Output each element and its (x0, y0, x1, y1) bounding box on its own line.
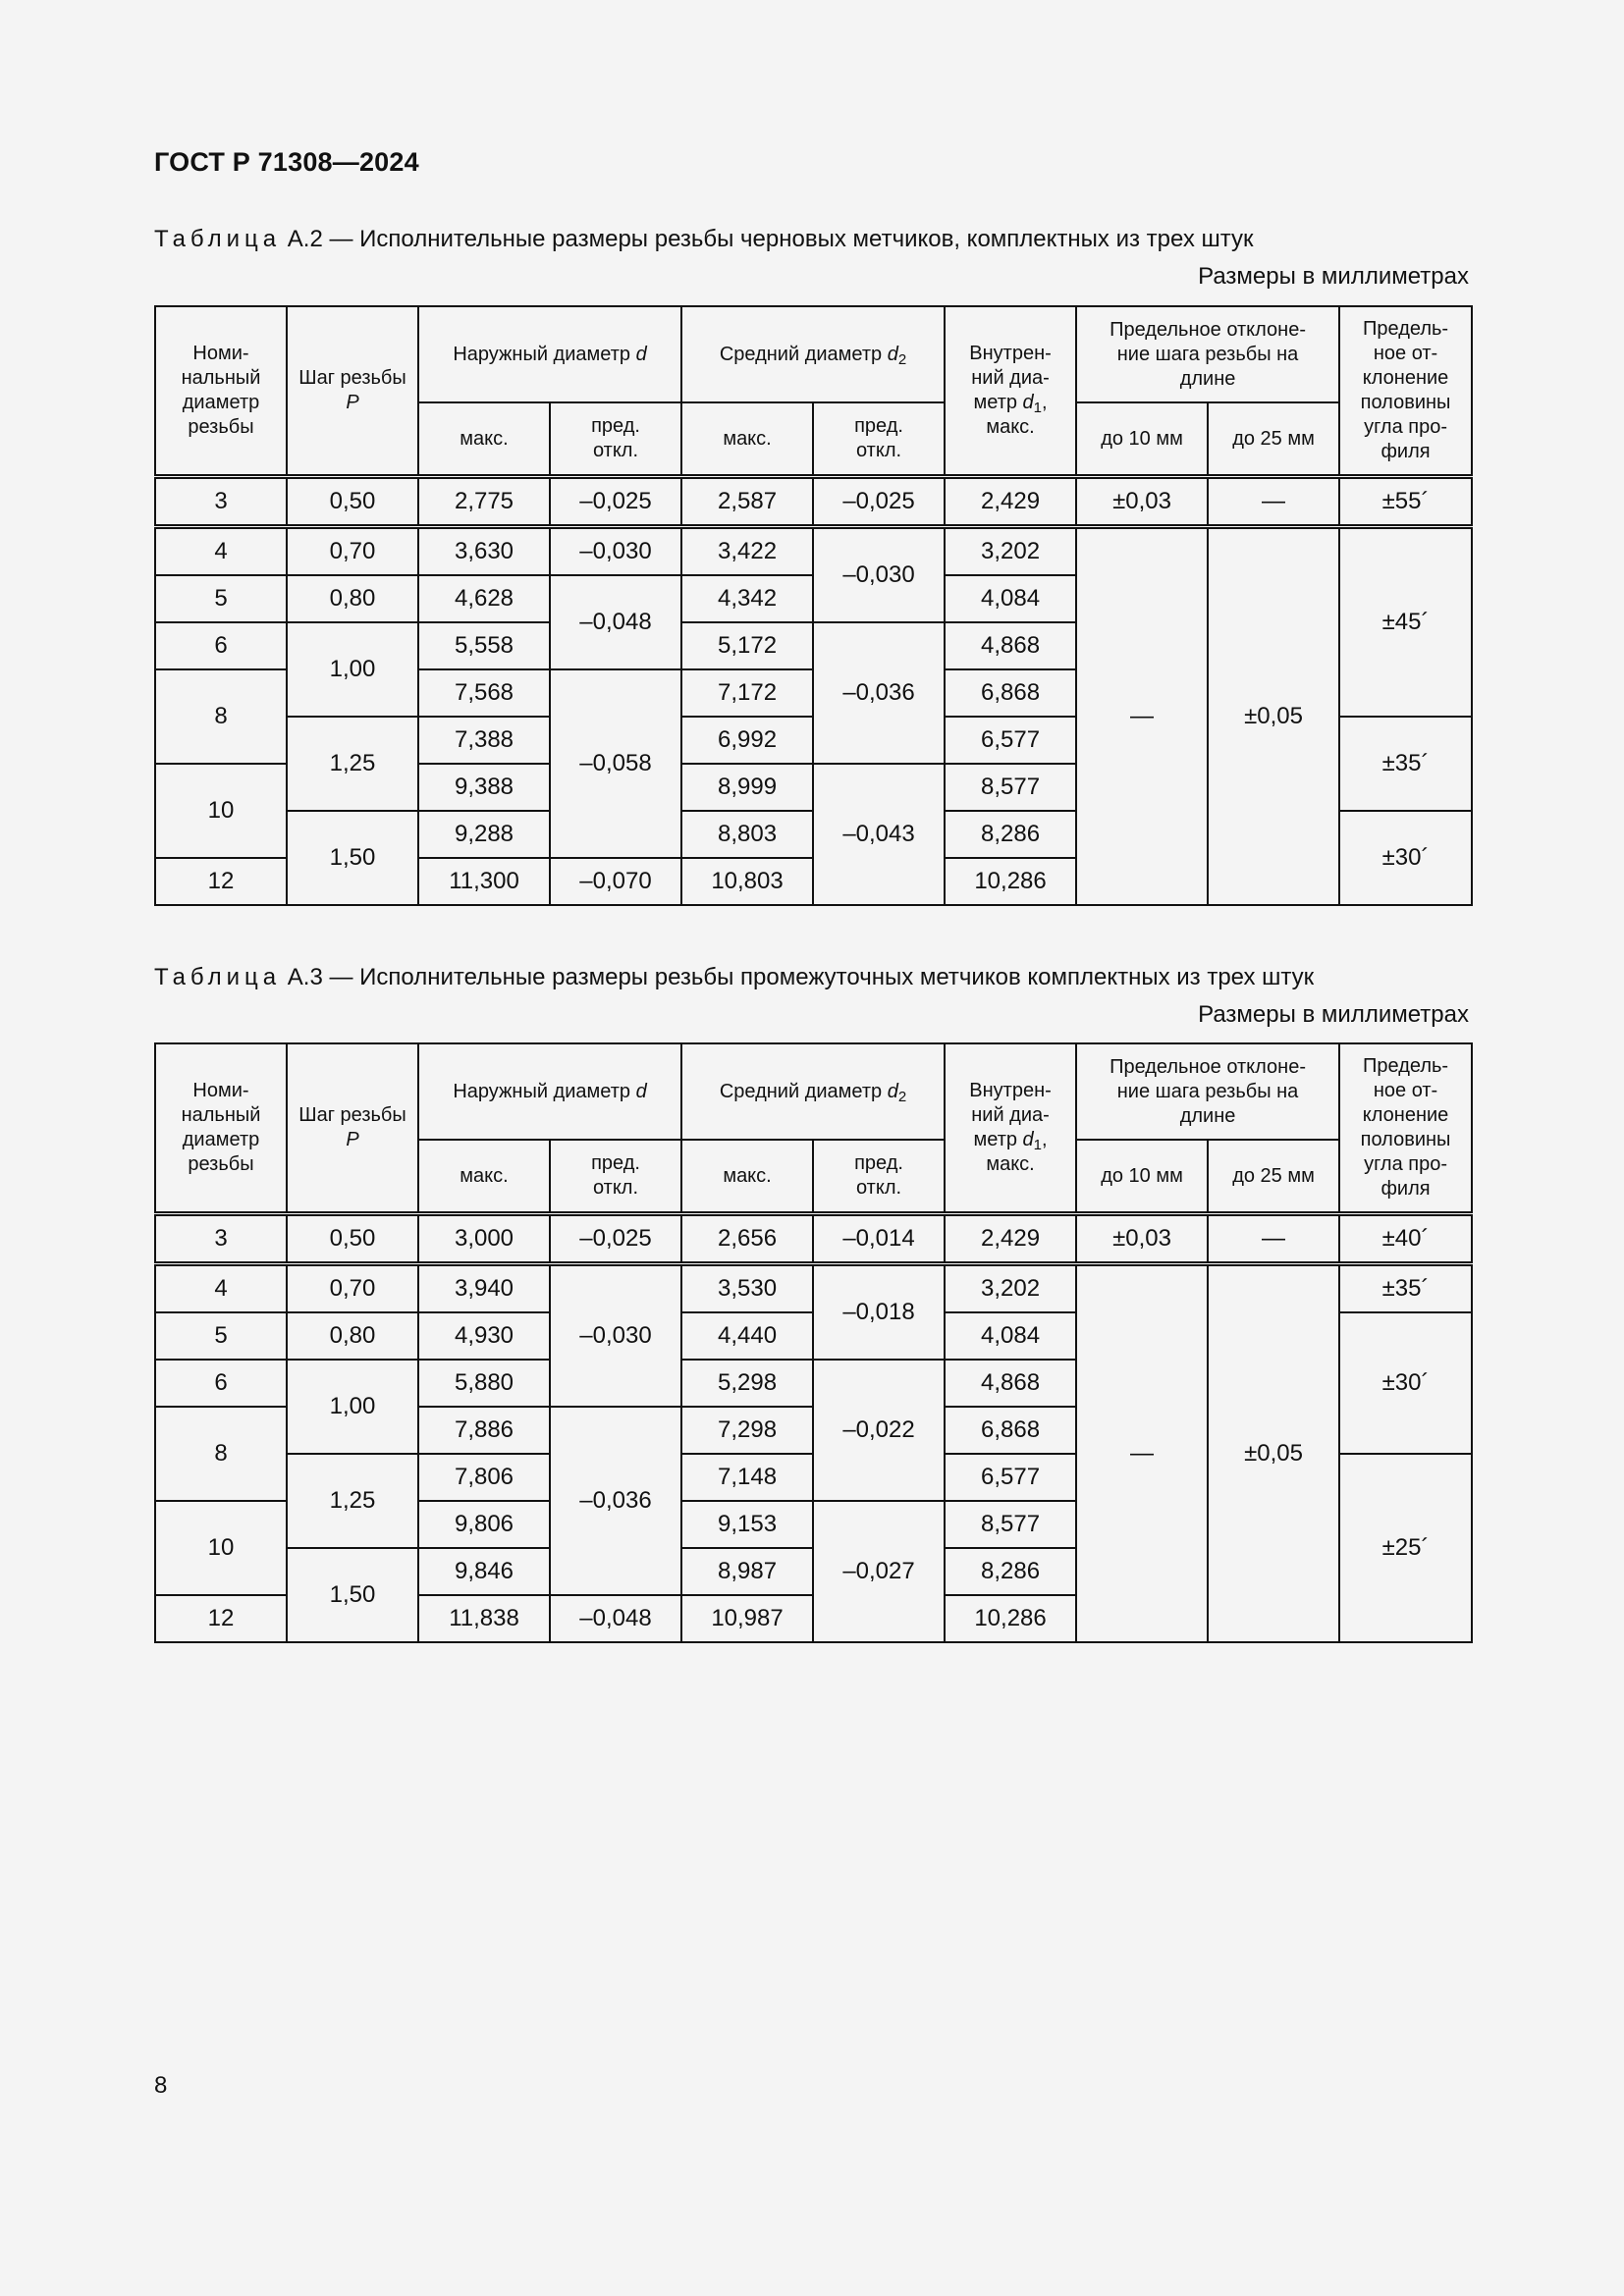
inner-sub: 1 (1033, 400, 1043, 416)
cell: –0,030 (813, 527, 945, 623)
header-label-max: макс. (723, 427, 772, 450)
cell: 3,000 (418, 1214, 550, 1264)
inner-var: d (1022, 392, 1034, 413)
cell: ±0,05 (1208, 1264, 1339, 1643)
cell: 6 (155, 622, 287, 669)
cell: 4,628 (418, 575, 550, 622)
cell: 4,084 (945, 1312, 1076, 1360)
cell: 6,577 (945, 1454, 1076, 1501)
col-outer-max (418, 1140, 550, 1214)
cell: 5,298 (681, 1360, 813, 1407)
cell: 7,388 (418, 717, 550, 764)
cell: 4,342 (681, 575, 813, 622)
col-pitch (287, 306, 418, 477)
cell: 7,886 (418, 1407, 550, 1454)
cell: 2,775 (418, 477, 550, 527)
cell: –0,027 (813, 1501, 945, 1642)
cell: –0,014 (813, 1214, 945, 1264)
cell: –0,030 (550, 1264, 681, 1408)
cell: 10,803 (681, 858, 813, 905)
table-a3-caption (154, 964, 1314, 991)
header-label-half_angle: Предель- ное от- клонение половины угла про- филя (1360, 1055, 1451, 1200)
col-pitch-deviation (1076, 306, 1339, 402)
cell: 12 (155, 1595, 287, 1642)
inner-sub: 1 (1033, 1137, 1043, 1153)
cell: 3,202 (945, 527, 1076, 576)
cell: 6 (155, 1360, 287, 1407)
header-label-len25: до 25 мм (1232, 1164, 1315, 1187)
header-label-inner_b: , макс. (986, 392, 1048, 438)
table-a3 (154, 1042, 1473, 1643)
cell: 11,300 (418, 858, 550, 905)
caption-word: Таблица (154, 964, 282, 990)
cell: 11,838 (418, 1595, 550, 1642)
cell: 4 (155, 527, 287, 576)
cell: 9,288 (418, 811, 550, 858)
cell: ±25´ (1339, 1454, 1472, 1642)
cell: 2,656 (681, 1214, 813, 1264)
header-label-pitch_dev: Предельное отклоне- ние шага резьбы на длине (1110, 1055, 1306, 1127)
col-outer-dev (550, 402, 681, 477)
cell: 0,80 (287, 1312, 418, 1360)
header-label-max: макс. (460, 427, 509, 450)
cell: 0,80 (287, 575, 418, 622)
cell: 10,286 (945, 1595, 1076, 1642)
cell: 9,388 (418, 764, 550, 811)
cell: –0,048 (550, 1595, 681, 1642)
cell: 3 (155, 477, 287, 527)
cell: 0,70 (287, 527, 418, 576)
cell: –0,022 (813, 1360, 945, 1501)
col-nominal-diameter (155, 1043, 287, 1214)
table-row (155, 1264, 1472, 1313)
cell: 1,25 (287, 1454, 418, 1548)
mean-var: d (887, 1080, 898, 1102)
cell: 4,868 (945, 1360, 1076, 1407)
cell: 5,558 (418, 622, 550, 669)
cell: 10 (155, 764, 287, 858)
cell: –0,036 (550, 1407, 681, 1595)
header-label-max: макс. (723, 1164, 772, 1187)
cell: 7,148 (681, 1454, 813, 1501)
col-mean-max (681, 1140, 813, 1214)
cell: — (1076, 527, 1208, 906)
cell: 4,084 (945, 575, 1076, 622)
table-row (155, 1214, 1472, 1264)
table-row (155, 477, 1472, 527)
cell: –0,070 (550, 858, 681, 905)
cell: 7,172 (681, 669, 813, 717)
cell: 9,153 (681, 1501, 813, 1548)
cell: 8,803 (681, 811, 813, 858)
col-len-10 (1076, 1140, 1208, 1214)
cell: –0,058 (550, 669, 681, 858)
cell: 8,999 (681, 764, 813, 811)
cell: 0,50 (287, 477, 418, 527)
cell: 2,587 (681, 477, 813, 527)
col-nominal-diameter (155, 306, 287, 477)
cell: 3 (155, 1214, 287, 1264)
cell: 1,25 (287, 717, 418, 811)
cell: 1,00 (287, 1360, 418, 1454)
cell: –0,048 (550, 575, 681, 669)
col-mean-dev (813, 1140, 945, 1214)
cell: 4,868 (945, 622, 1076, 669)
table-row (155, 527, 1472, 576)
col-mean-dev (813, 402, 945, 477)
mean-label: Средний диаметр (719, 1080, 888, 1102)
cell: 3,422 (681, 527, 813, 576)
cell: –0,018 (813, 1264, 945, 1361)
header-label-dev: пред. откл. (591, 415, 640, 461)
col-pitch-deviation (1076, 1043, 1339, 1140)
pitch-var: P (346, 1129, 359, 1150)
cell: — (1076, 1264, 1208, 1643)
header-label-dev: пред. откл. (591, 1152, 640, 1199)
pitch-var: P (346, 392, 359, 413)
cell: ±0,03 (1076, 1214, 1208, 1264)
cell: 6,868 (945, 1407, 1076, 1454)
cell: — (1208, 1214, 1339, 1264)
table-a3-units: Размеры в миллиметрах (1198, 1001, 1469, 1028)
mean-label: Средний диаметр (719, 343, 888, 365)
cell: 8 (155, 669, 287, 764)
cell: 1,50 (287, 811, 418, 905)
cell: ±30´ (1339, 811, 1472, 905)
cell: ±35´ (1339, 717, 1472, 811)
header-label-max: макс. (460, 1164, 509, 1187)
cell: — (1208, 477, 1339, 527)
cell: 5,172 (681, 622, 813, 669)
caption-text: А.3 — Исполнительные размеры резьбы промежуточных метчиков комплектных из трех штук (287, 964, 1315, 990)
header-label-len10: до 10 мм (1101, 1164, 1183, 1187)
cell: 1,00 (287, 622, 418, 717)
cell: 2,429 (945, 1214, 1076, 1264)
col-outer-diameter (418, 1043, 681, 1140)
cell: 7,568 (418, 669, 550, 717)
cell: ±35´ (1339, 1264, 1472, 1313)
header-label-half_angle: Предель- ное от- клонение половины угла про- филя (1360, 318, 1451, 462)
table-a2 (154, 305, 1473, 906)
cell: 5 (155, 1312, 287, 1360)
cell: ±40´ (1339, 1214, 1472, 1264)
caption-text: А.2 — Исполнительные размеры резьбы черновых метчиков, комплектных из трех штук (287, 226, 1254, 252)
cell: 4 (155, 1264, 287, 1313)
pitch-label: Шаг резьбы (298, 367, 406, 389)
cell: 3,630 (418, 527, 550, 576)
pitch-label: Шаг резьбы (298, 1104, 406, 1126)
document-id: ГОСТ Р 71308—2024 (154, 147, 419, 177)
col-len-25 (1208, 1140, 1339, 1214)
cell: 1,50 (287, 1548, 418, 1642)
cell: 0,50 (287, 1214, 418, 1264)
cell: 2,429 (945, 477, 1076, 527)
cell: 4,440 (681, 1312, 813, 1360)
cell: 12 (155, 858, 287, 905)
cell: 8 (155, 1407, 287, 1501)
mean-var: d (887, 343, 898, 365)
cell: 6,868 (945, 669, 1076, 717)
mean-sub: 2 (897, 350, 907, 368)
cell: –0,043 (813, 764, 945, 905)
cell: 0,70 (287, 1264, 418, 1313)
cell: 5 (155, 575, 287, 622)
table-a2-units: Размеры в миллиметрах (1198, 263, 1469, 290)
cell: 6,992 (681, 717, 813, 764)
cell: –0,025 (550, 1214, 681, 1264)
col-half-angle-deviation (1339, 1043, 1472, 1214)
cell: –0,025 (550, 477, 681, 527)
header-label-nominal: Номи- нальный диаметр резьбы (181, 1080, 261, 1175)
cell: 3,202 (945, 1264, 1076, 1313)
col-outer-dev (550, 1140, 681, 1214)
cell: ±0,03 (1076, 477, 1208, 527)
header-label-inner_a: Внутрен- ний диа- метр (969, 1080, 1052, 1150)
cell: 7,806 (418, 1454, 550, 1501)
header-label-dev: пред. откл. (854, 1152, 903, 1199)
outer-label: Наружный диаметр (453, 1080, 636, 1102)
table-a2-caption (154, 226, 1254, 253)
cell: 8,577 (945, 1501, 1076, 1548)
page-number: 8 (154, 2072, 168, 2099)
cell: –0,030 (550, 527, 681, 576)
inner-var: d (1022, 1129, 1034, 1150)
cell: 10,987 (681, 1595, 813, 1642)
header-label-nominal: Номи- нальный диаметр резьбы (181, 343, 261, 438)
cell: 9,846 (418, 1548, 550, 1595)
col-pitch (287, 1043, 418, 1214)
col-inner-diameter (945, 306, 1076, 477)
cell: 3,940 (418, 1264, 550, 1313)
cell: ±0,05 (1208, 527, 1339, 906)
caption-word: Таблица (154, 226, 282, 252)
header-label-inner_b: , макс. (986, 1129, 1048, 1175)
mean-sub: 2 (897, 1088, 907, 1105)
col-mean-diameter (681, 1043, 945, 1140)
header-label-pitch_dev: Предельное отклоне- ние шага резьбы на длине (1110, 318, 1306, 390)
cell: –0,025 (813, 477, 945, 527)
col-half-angle-deviation (1339, 306, 1472, 477)
cell: 6,577 (945, 717, 1076, 764)
col-len-10 (1076, 402, 1208, 477)
cell: 10,286 (945, 858, 1076, 905)
cell: ±55´ (1339, 477, 1472, 527)
cell: 4,930 (418, 1312, 550, 1360)
cell: 8,987 (681, 1548, 813, 1595)
cell: 8,577 (945, 764, 1076, 811)
outer-label: Наружный диаметр (453, 343, 636, 365)
cell: ±45´ (1339, 527, 1472, 718)
outer-var: d (635, 1080, 647, 1102)
cell: ±30´ (1339, 1312, 1472, 1454)
cell: –0,036 (813, 622, 945, 764)
cell: 10 (155, 1501, 287, 1595)
header-label-dev: пред. откл. (854, 415, 903, 461)
cell: 8,286 (945, 1548, 1076, 1595)
col-mean-diameter (681, 306, 945, 402)
cell: 9,806 (418, 1501, 550, 1548)
header-label-inner_a: Внутрен- ний диа- метр (969, 343, 1052, 413)
col-outer-diameter (418, 306, 681, 402)
header-label-len10: до 10 мм (1101, 427, 1183, 450)
col-inner-diameter (945, 1043, 1076, 1214)
header-label-len25: до 25 мм (1232, 427, 1315, 450)
col-outer-max (418, 402, 550, 477)
cell: 5,880 (418, 1360, 550, 1407)
cell: 3,530 (681, 1264, 813, 1313)
col-mean-max (681, 402, 813, 477)
outer-var: d (635, 343, 647, 365)
cell: 8,286 (945, 811, 1076, 858)
col-len-25 (1208, 402, 1339, 477)
cell: 7,298 (681, 1407, 813, 1454)
